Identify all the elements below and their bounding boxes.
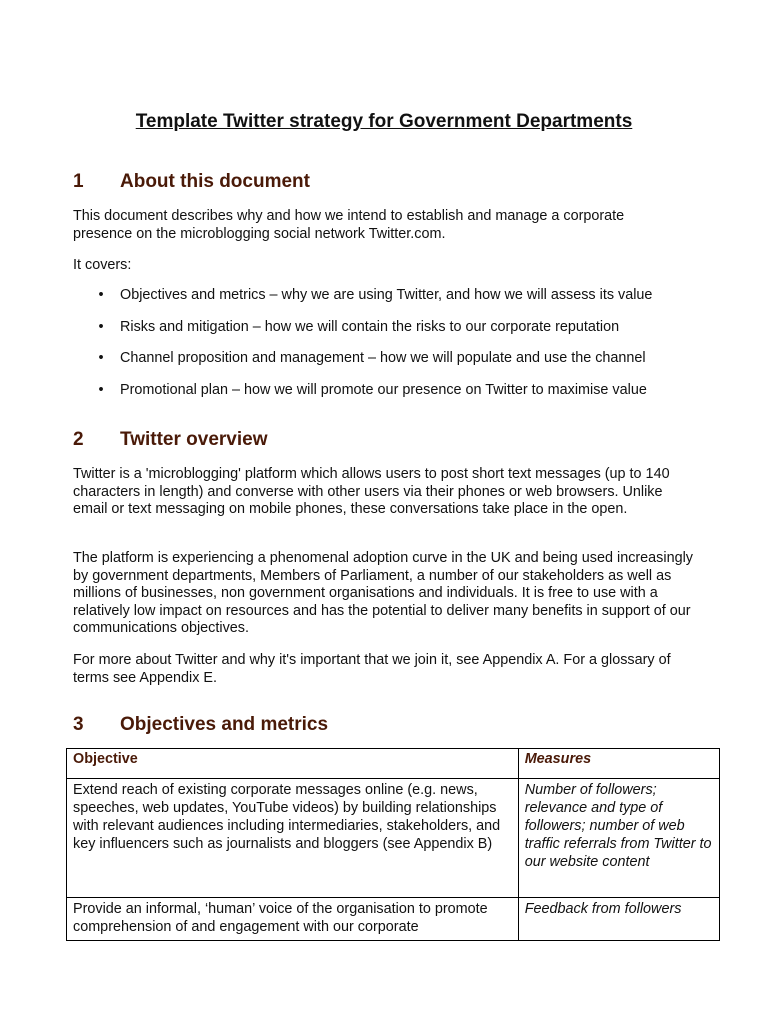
list-item-text: Promotional plan – how we will promote our presence on Twitter to maximise value	[120, 382, 647, 399]
table-header-row	[67, 749, 720, 779]
section-heading-objectives	[73, 713, 328, 737]
section-heading-twitter-overview	[73, 428, 267, 452]
paragraph: It covers:	[73, 257, 132, 273]
paragraph: Twitter is a 'microblogging' platform which allows users to post short text messages (up to 140 characters in length) and converse with other users via their phones or web browsers. Unlike email or text messaging on mobile phones, these conversations take place in the open.	[73, 466, 670, 517]
section-number: 3	[73, 714, 84, 735]
table-row	[67, 779, 720, 898]
section-title: About this document	[120, 171, 310, 192]
bullet-icon: •	[98, 382, 104, 399]
bullet-icon: •	[98, 350, 104, 367]
column-header-measures: Measures	[518, 749, 719, 779]
table-cell-measures: Feedback from followers	[518, 898, 719, 941]
list-item	[0, 350, 768, 382]
table-row	[67, 898, 720, 941]
document-title: Template Twitter strategy for Government Departments	[135, 111, 633, 132]
table-cell-objective: Extend reach of existing corporate messages online (e.g. news, speeches, web updates, YouTube videos) by building relationships with relevant audiences including intermediaries, stakeholders, and key influencers such as journalists and bloggers (see Appendix B)	[67, 779, 519, 898]
list-item-text: Objectives and metrics – why we are using Twitter, and how we will assess its value	[120, 287, 653, 303]
objectives-table	[66, 748, 720, 941]
section-title: Twitter overview	[120, 429, 268, 450]
table-cell-measures: Number of followers; relevance and type of followers; number of web traffic referrals from Twitter to our website content	[518, 779, 719, 898]
paragraph: The platform is experiencing a phenomenal adoption curve in the UK and being used increasingly by government departments, Members of Parliament, a number of our stakeholders as well as millions of businesses, non government organisations and individuals. It is free to use with a relatively low impact on resources and has the potential to deliver many benefits in support of our communications objectives.	[73, 550, 693, 636]
list-item-text: Risks and mitigation – how we will contain the risks to our corporate reputation	[120, 318, 620, 335]
section-number: 1	[73, 171, 84, 192]
paragraph: This document describes why and how we intend to establish and manage a corporate presence on the microblogging social network Twitter.com.	[73, 208, 625, 242]
list-item-text: Channel proposition and management – how we will populate and use the channel	[120, 350, 646, 367]
bullet-icon: •	[98, 287, 104, 303]
list-item	[0, 382, 768, 414]
paragraph: For more about Twitter and why it's important that we join it, see Appendix A. For a glossary of terms see Appendix E.	[73, 652, 671, 686]
table-cell-objective: Provide an informal, ‘human’ voice of the organisation to promote comprehension of and engagement with our corporate	[67, 898, 519, 941]
section-heading-about	[73, 170, 310, 194]
list-item	[0, 287, 768, 319]
section-title: Objectives and metrics	[120, 714, 329, 735]
covers-bullet-list	[0, 287, 768, 414]
column-header-objective: Objective	[67, 749, 519, 779]
bullet-icon: •	[98, 318, 104, 335]
list-item	[0, 319, 768, 351]
section-number: 2	[73, 429, 84, 450]
